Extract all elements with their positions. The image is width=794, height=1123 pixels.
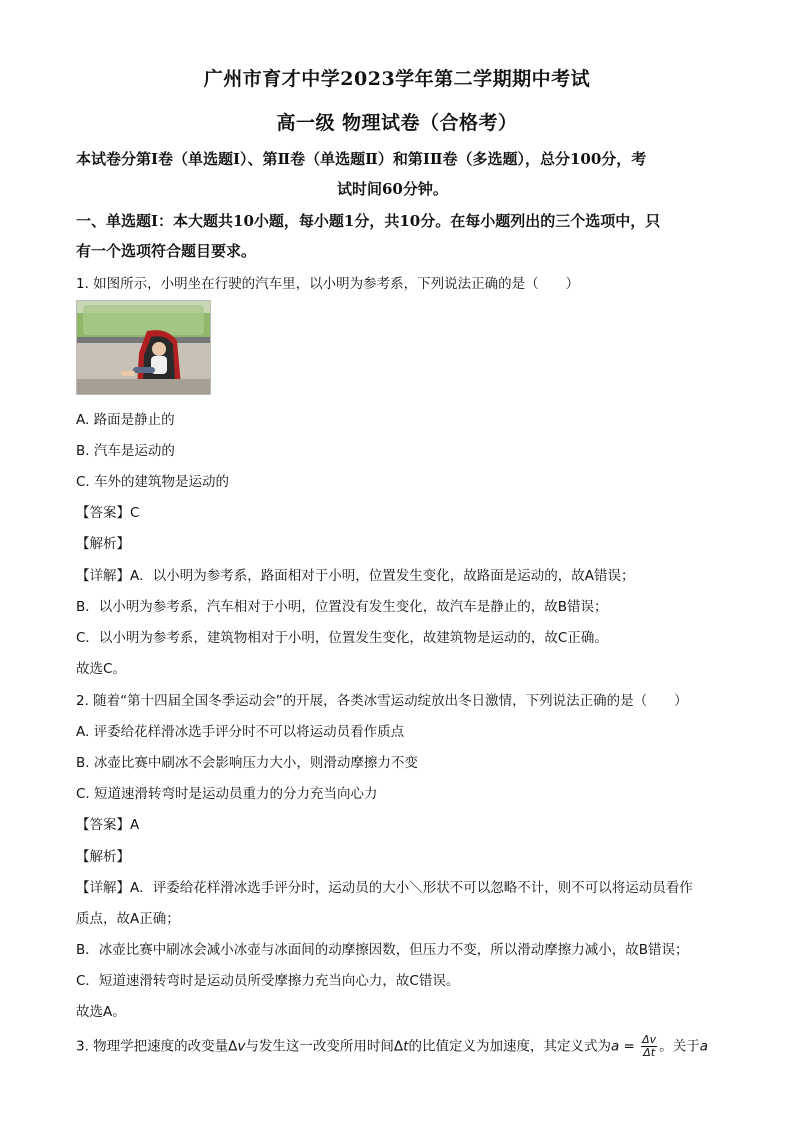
q1-answer: 【答案】C [76, 505, 140, 521]
q1-conclusion: 故选C。 [76, 661, 126, 677]
q1-option-b: B. 汽车是运动的 [76, 443, 175, 459]
q2-option-b: B. 冰壶比赛中刷冰不会影响压力大小，则滑动摩擦力不变 [76, 755, 418, 771]
exam-intro-line1: 本试卷分第Ⅰ卷（单选题Ⅰ）、第Ⅱ卷（单选题Ⅱ）和第ⅠⅡ卷（多选题），总分100分，考 [76, 150, 647, 168]
exam-subtitle: 高一级 物理试卷（合格考） [276, 112, 518, 134]
q1-stem: 1. 如图所示，小明坐在行驶的汽车里，以小明为参考系，下列说法正确的是（ ） [76, 276, 580, 292]
q2-detail-c: C．短道速滑转弯时是运动员所受摩擦力充当向心力，故C错误。 [76, 973, 460, 989]
q1-detail-c: C．以小明为参考系，建筑物相对于小明，位置发生变化，故建筑物是运动的，故C正确。 [76, 630, 608, 646]
q1-analysis-label: 【解析】 [76, 536, 130, 552]
q3-stem-part2: 与发生这一改变所用时间Δ [245, 1038, 404, 1055]
q3-symbol-a: a [610, 1038, 620, 1055]
q1-detail-a: 【详解】A．以小明为参考系，路面相对于小明，位置发生变化，故路面是运动的，故A错误； [76, 568, 635, 584]
q1-option-a: A. 路面是静止的 [76, 412, 175, 428]
q1-detail-b: B．以小明为参考系，汽车相对于小明，位置没有发生变化，故汽车是静止的，故B错误； [76, 599, 608, 615]
q3-equals: = [619, 1038, 640, 1055]
q3-acceleration-fraction [641, 1034, 657, 1059]
q2-conclusion: 故选A。 [76, 1004, 126, 1020]
q3-stem-part4: 。关于 [659, 1038, 700, 1055]
q2-option-c: C. 短道速滑转弯时是运动员重力的分力充当向心力 [76, 786, 378, 802]
q3-fraction-numerator: Δv [642, 1033, 657, 1046]
q2-detail-b: B．冰壶比赛中刷冰会减小冰壶与冰面间的动摩擦因数，但压力不变，所以滑动摩擦力减小，故B错误； [76, 942, 689, 958]
q1-car-seat-photo [76, 300, 211, 395]
exam-intro-line2: 试时间60分钟。 [337, 180, 448, 198]
q2-detail-a-line2: 质点，故A正确； [76, 911, 180, 927]
q3-symbol-a2: a [699, 1038, 708, 1055]
q1-option-c: C. 车外的建筑物是运动的 [76, 474, 230, 490]
q3-stem-part1: 3. 物理学把速度的改变量Δ [76, 1038, 238, 1055]
q2-answer: 【答案】A [76, 817, 140, 833]
q2-detail-a-line1: 【详解】A．评委给花样滑冰选手评分时，运动员的大小＼形状不可以忽略不计，则不可以将运动员看作 [76, 880, 693, 896]
q3-stem [76, 1034, 708, 1059]
q2-option-a: A. 评委给花样滑冰选手评分时不可以将运动员看作质点 [76, 724, 405, 740]
section1-heading-line1: 一、单选题Ⅰ：本大题共10小题，每小题1分，共10分。在每小题列出的三个选项中，只 [76, 212, 661, 230]
section1-heading-line2: 有一个选项符合题目要求。 [76, 242, 257, 260]
q3-stem-part3: 的比值定义为加速度，其定义式为 [408, 1038, 611, 1055]
q3-fraction-denominator: Δt [643, 1046, 656, 1059]
q2-stem: 2. 随着“第十四届全国冬季运动会”的开展，各类冰雪运动绽放出冬日激情，下列说法正确的是（ ） [76, 693, 688, 709]
q3-symbol-v: v [237, 1038, 246, 1055]
q2-analysis-label: 【解析】 [76, 849, 130, 865]
exam-title: 广州市育才中学2023学年第二学期期中考试 [203, 68, 591, 90]
car-seat-illustration [77, 301, 210, 394]
q3-symbol-t: t [403, 1038, 409, 1055]
